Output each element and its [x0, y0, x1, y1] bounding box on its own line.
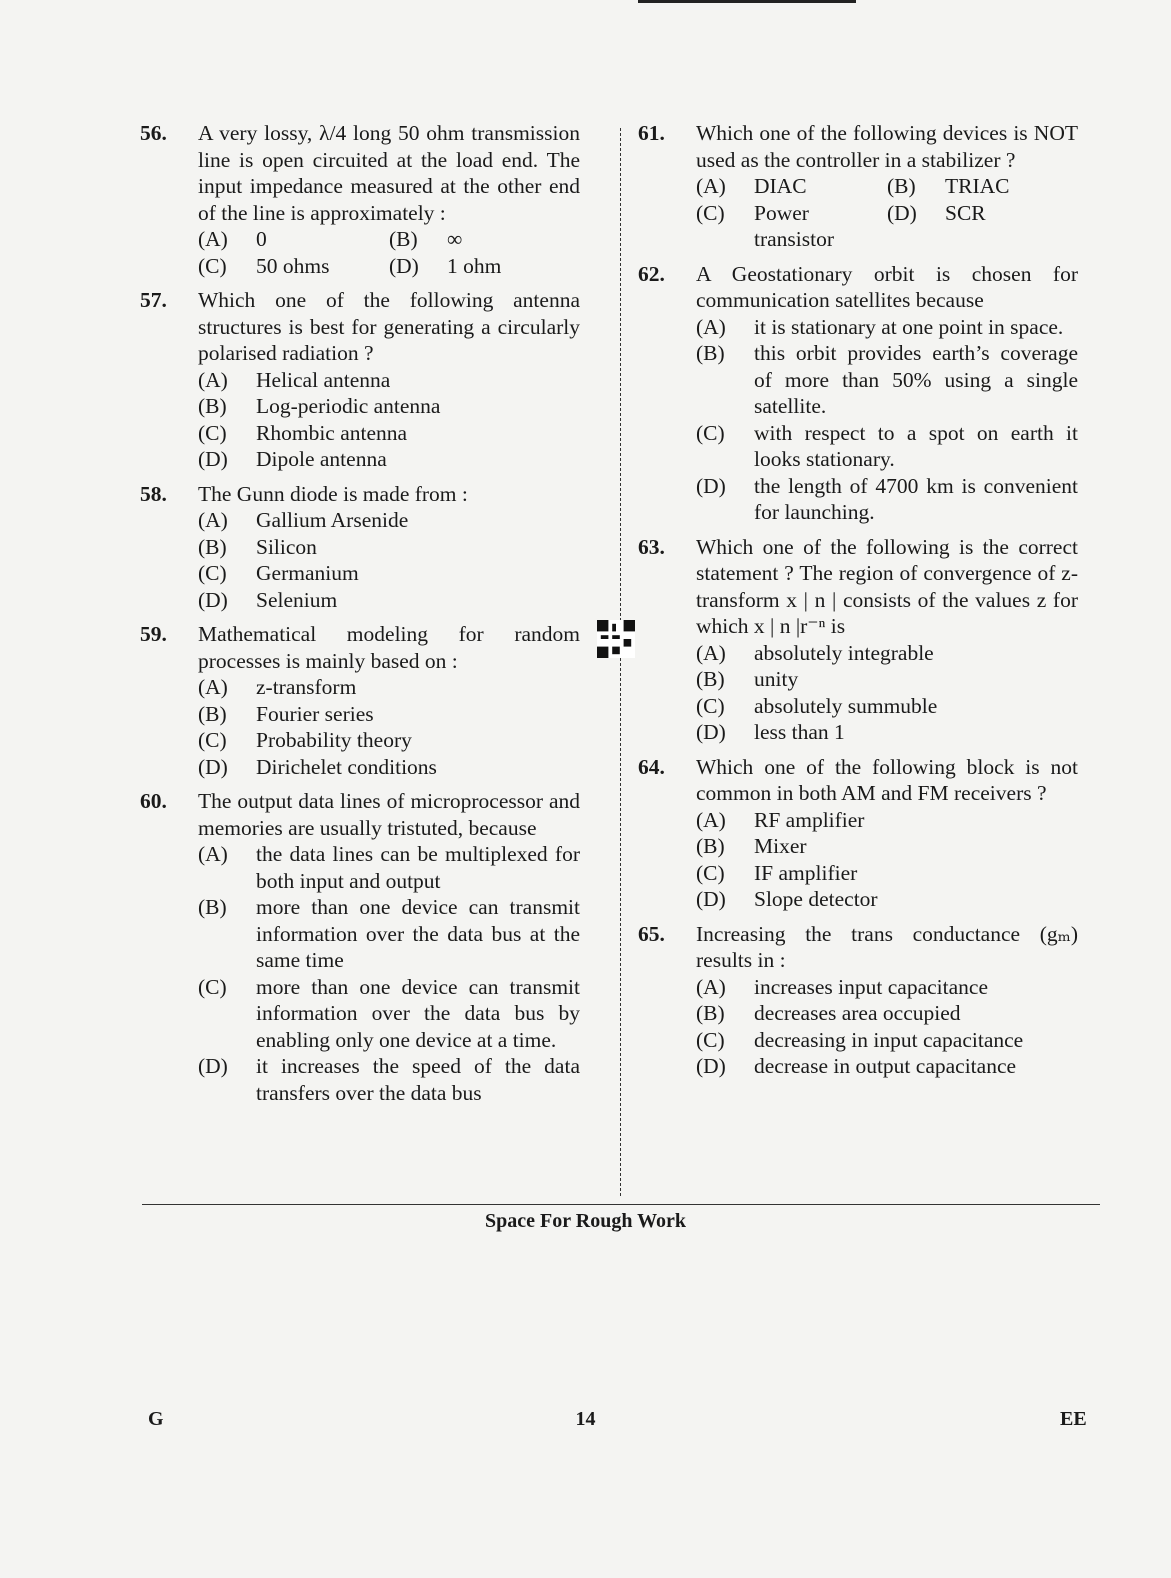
question-text: Which one of the following block is not common in both AM and FM receivers ? — [696, 754, 1078, 805]
option-text: Helical antenna — [256, 367, 391, 392]
option-label: (B) — [887, 174, 916, 198]
option-label: (B) — [696, 667, 725, 691]
option-label: (C) — [696, 1027, 725, 1052]
column-divider — [620, 128, 621, 1196]
option-text: more than one device can transmit information over the data bus by enabling only one device at a time. — [256, 974, 580, 1052]
option-text: decrease in output capacitance — [754, 1054, 1017, 1078]
option-label: (B) — [696, 341, 725, 365]
question-text: Which one of the following devices is NOT used as the controller in a stabilizer ? — [696, 121, 1078, 172]
question-number: 62. — [638, 261, 665, 286]
option-text: Silicon — [256, 534, 317, 559]
option-row — [696, 200, 1078, 253]
option — [696, 886, 1078, 913]
option-text: decreases area occupied — [754, 1001, 961, 1025]
question-number: 60. — [140, 789, 167, 813]
option-text: absolutely summuble — [754, 693, 938, 718]
option — [696, 1027, 1078, 1054]
question-number: 63. — [638, 534, 665, 559]
option — [696, 473, 1078, 526]
option — [696, 807, 1078, 834]
option-text: Gallium Arsenide — [256, 508, 409, 532]
option-label: (A) — [198, 227, 228, 251]
option — [696, 719, 1078, 746]
option-label: (A) — [696, 174, 726, 198]
option-text: IF amplifier — [754, 860, 858, 885]
question-62 — [638, 261, 1078, 526]
question-text: Which one of the following is the correct statement ? The region of convergence of z-transform x | n | consists of the values z for which x | n |r⁻ⁿ is — [696, 534, 1078, 638]
option-text: Fourier series — [256, 701, 374, 726]
question-56 — [140, 120, 580, 279]
question-57 — [140, 287, 580, 473]
option — [696, 200, 887, 253]
option-label: (D) — [198, 754, 228, 779]
option-row — [198, 226, 580, 253]
option-label: (B) — [198, 534, 227, 559]
option — [696, 974, 1078, 1001]
option — [696, 693, 1078, 720]
option-label: (D) — [198, 1054, 228, 1078]
option-label: (B) — [696, 834, 725, 858]
option — [198, 226, 389, 253]
option — [696, 1053, 1078, 1080]
question-number: 56. — [140, 121, 167, 145]
option-label: (D) — [198, 447, 228, 471]
option-text: Slope detector — [754, 887, 878, 911]
option-row — [198, 253, 580, 280]
option-text: this orbit provides earth’s coverage of more than 50% using a single satellite. — [754, 341, 1078, 418]
option-label: (A) — [696, 807, 726, 832]
option — [198, 393, 580, 420]
option-label: (C) — [696, 693, 725, 718]
question-text: The output data lines of microprocessor and memories are usually tristuted, because — [198, 789, 580, 840]
option — [198, 420, 580, 447]
option-label: (D) — [696, 1054, 726, 1078]
question-65 — [638, 921, 1078, 1080]
option-text: Log-periodic antenna — [256, 394, 441, 418]
question-number: 58. — [140, 481, 167, 506]
option-text: Dipole antenna — [256, 447, 387, 471]
question-text: Mathematical modeling for random processes is mainly based on : — [198, 622, 580, 673]
option-text: increases input capacitance — [754, 974, 988, 999]
bottom-rule — [142, 1204, 1100, 1205]
option-text: the length of 4700 km is convenient for launching. — [754, 473, 1078, 524]
top-rule — [638, 0, 856, 3]
option-text: more than one device can transmit information over the data bus at the same time — [256, 895, 580, 972]
option-label: (B) — [198, 895, 227, 919]
question-number: 64. — [638, 754, 665, 779]
option — [696, 1000, 1078, 1027]
option — [198, 674, 580, 701]
option-text: it increases the speed of the data transfers over the data bus — [256, 1054, 580, 1105]
option-label: (B) — [389, 227, 418, 251]
rough-work-label: Space For Rough Work — [485, 1210, 686, 1232]
footer-subject: EE — [1060, 1408, 1087, 1430]
question-text: Increasing the trans conductance (gₘ) results in : — [696, 921, 1078, 972]
option-label: (A) — [198, 508, 228, 532]
option-text: RF amplifier — [754, 807, 865, 832]
option — [198, 1053, 580, 1106]
option-label: (C) — [198, 728, 227, 752]
option-text: ∞ — [447, 227, 463, 251]
option-text: less than 1 — [754, 720, 845, 744]
option-label: (D) — [887, 200, 917, 225]
option — [696, 340, 1078, 420]
option-text: TRIAC — [945, 174, 1010, 198]
option-text: 1 ohm — [447, 253, 502, 278]
option — [198, 754, 580, 781]
option-text: Selenium — [256, 587, 338, 612]
option-label: (C) — [696, 860, 725, 885]
option-label: (D) — [696, 887, 726, 911]
option — [198, 367, 580, 394]
question-text: A very lossy, λ/4 long 50 ohm transmission line is open circuited at the load end. The input impedance measured at the other end of the line is approximately : — [198, 121, 580, 225]
option-text: Mixer — [754, 834, 807, 858]
option-text: Germanium — [256, 561, 359, 585]
question-61 — [638, 120, 1078, 253]
option — [696, 420, 1078, 473]
option — [696, 173, 887, 200]
option-text: Power transistor — [754, 200, 835, 251]
option-text: 50 ohms — [256, 253, 330, 278]
question-58 — [140, 481, 580, 614]
option-label: (C) — [198, 974, 227, 999]
question-60 — [140, 788, 580, 1106]
option-row — [696, 173, 1078, 200]
option-text: SCR — [945, 200, 986, 225]
question-number: 59. — [140, 622, 167, 646]
option-text: unity — [754, 667, 799, 691]
option-label: (B) — [198, 701, 227, 726]
option — [696, 833, 1078, 860]
option-label: (C) — [198, 253, 227, 278]
footer-series: G — [148, 1408, 164, 1430]
question-64 — [638, 754, 1078, 913]
option-text: with respect to a spot on earth it looks stationary. — [754, 420, 1078, 471]
option — [198, 841, 580, 894]
option — [389, 226, 580, 253]
option-label: (D) — [389, 253, 419, 278]
option — [696, 860, 1078, 887]
option-label: (A) — [696, 314, 726, 339]
option-label: (D) — [198, 587, 228, 612]
option-text: DIAC — [754, 174, 807, 198]
option-label: (B) — [696, 1001, 725, 1025]
left-column — [140, 120, 580, 1114]
option-label: (A) — [696, 640, 726, 665]
option-label: (A) — [198, 675, 228, 699]
option — [198, 534, 580, 561]
option-label: (B) — [198, 394, 227, 418]
option — [198, 587, 580, 614]
qr-code-icon — [597, 620, 635, 658]
option-text: Rhombic antenna — [256, 420, 408, 445]
question-text: Which one of the following antenna structures is best for generating a circularly polarised radiation ? — [198, 288, 580, 365]
option-label: (C) — [696, 200, 725, 225]
option — [696, 666, 1078, 693]
right-column — [638, 120, 1078, 1088]
option — [198, 446, 580, 473]
option-label: (D) — [696, 720, 726, 744]
question-number: 57. — [140, 288, 167, 312]
option — [198, 974, 580, 1054]
option — [696, 314, 1078, 341]
option-text: the data lines can be multiplexed for both input and output — [256, 842, 580, 893]
option-label: (D) — [696, 473, 726, 498]
option-label: (C) — [198, 420, 227, 445]
option-text: decreasing in input capacitance — [754, 1027, 1024, 1052]
option-label: (C) — [198, 561, 227, 585]
question-number: 65. — [638, 921, 665, 946]
option — [198, 701, 580, 728]
option-label: (A) — [198, 842, 228, 866]
question-text: A Geostationary orbit is chosen for communication satellites because — [696, 261, 1078, 312]
option — [198, 507, 580, 534]
option — [198, 894, 580, 974]
option-text: it is stationary at one point in space. — [754, 314, 1064, 339]
option — [887, 200, 1078, 253]
option — [198, 560, 580, 587]
option-text: z-transform — [256, 675, 357, 699]
option-text: 0 — [256, 227, 267, 251]
option — [198, 253, 389, 280]
option-label: (C) — [696, 420, 725, 445]
page-number: 14 — [575, 1408, 596, 1430]
question-number: 61. — [638, 121, 665, 145]
question-59 — [140, 621, 580, 780]
option — [198, 727, 580, 754]
option-text: absolutely integrable — [754, 640, 934, 665]
option-text: Probability theory — [256, 728, 412, 752]
option-label: (A) — [198, 367, 228, 392]
option — [389, 253, 580, 280]
option-text: Dirichelet conditions — [256, 754, 437, 779]
option — [887, 173, 1078, 200]
question-text: The Gunn diode is made from : — [198, 481, 468, 506]
option — [696, 640, 1078, 667]
option-label: (A) — [696, 974, 726, 999]
question-63 — [638, 534, 1078, 746]
